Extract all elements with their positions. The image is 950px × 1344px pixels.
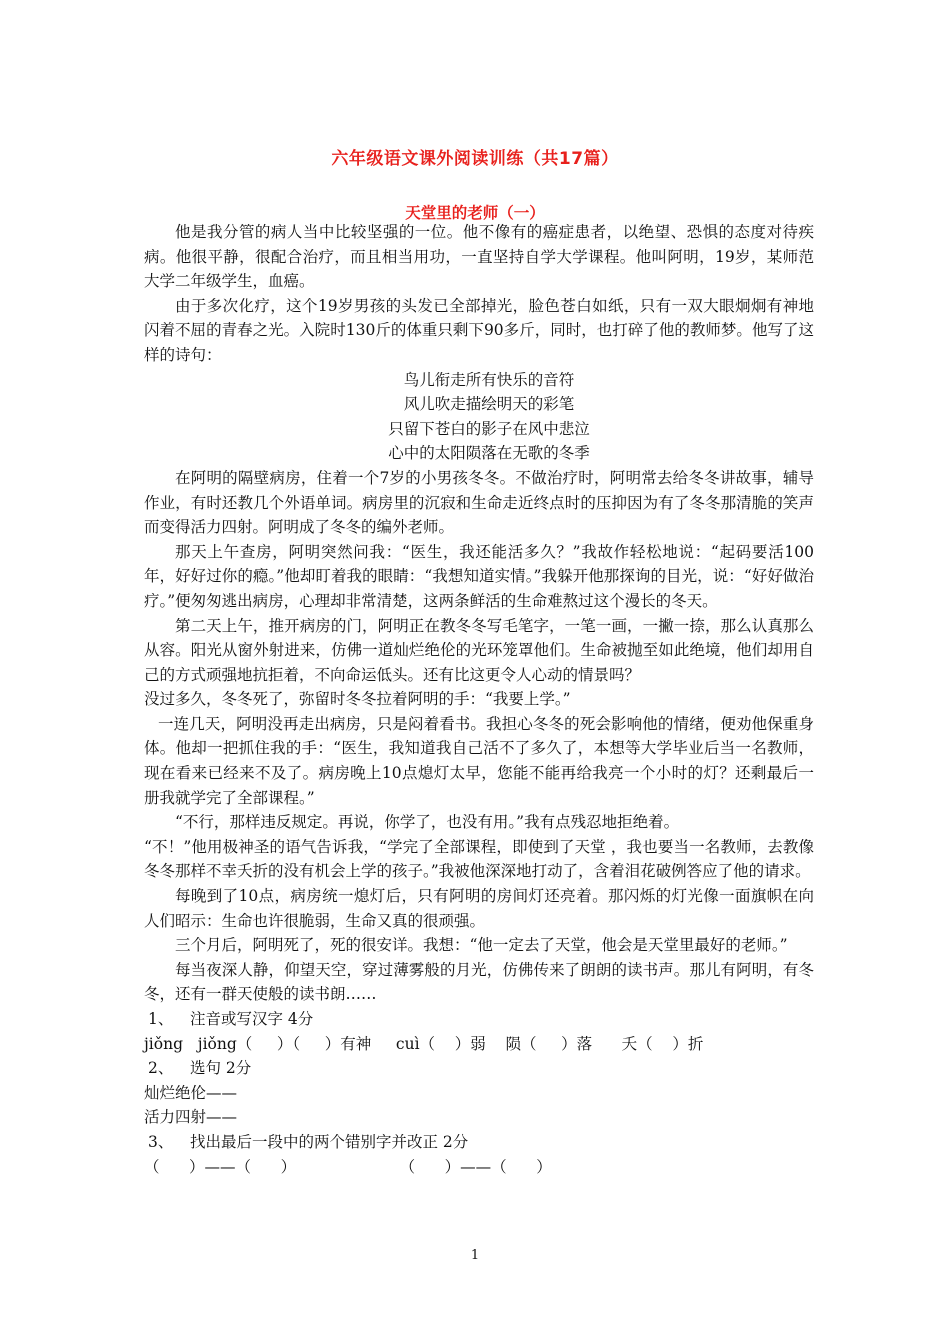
paragraph-2: 由于多次化疗，这个19岁男孩的头发已全部掉光，脸色苍白如纸，只有一双大眼炯炯有神地闪着不屈的青春之光。入院时130斤的体重只剩下90多斤，同时，也打碎了他的教师梦。他写了这样的诗句：	[144, 296, 814, 364]
question-2	[144, 1056, 814, 1081]
question-3-answer-line: （ ）——（ ） （ ）——（ ）	[144, 1157, 552, 1176]
question-3-number: 3、	[148, 1132, 174, 1151]
poem-line-1: 鸟儿衔走所有快乐的音符	[403, 370, 575, 389]
paragraph-9: “不！”他用极神圣的语气告诉我，“学完了全部课程，即使到了天堂 ，我也要当一名教师，去教像冬冬那样不幸夭折的没有机会上学的孩子。”我被他深深地打动了，含着泪花破例答应了他的请求。	[144, 837, 814, 881]
question-1-answer-line: jiǒng jiǒng（ ）（ ）有神 cuì（ ）弱 陨（ ）落 夭（ ）折	[144, 1034, 704, 1053]
question-1-text: 注音或写汉字 4分	[190, 1010, 314, 1028]
document-title: 六年级语文课外阅读训练（共17篇）	[331, 149, 619, 169]
poem-line-3: 只留下苍白的影子在风中悲泣	[388, 419, 590, 438]
poem-line-2: 风儿吹走描绘明天的彩笔	[403, 395, 575, 414]
paragraph-12: 每当夜深人静，仰望天空，穿过薄雾般的月光，仿佛传来了朗朗的读书声。那儿有阿明，有冬冬，还有一群天使般的读书朗……	[144, 960, 814, 1004]
question-2-text: 选句 2分	[190, 1059, 252, 1078]
question-3	[144, 1130, 814, 1155]
paragraph-3: 在阿明的隔壁病房，住着一个7岁的小男孩冬冬。不做治疗时，阿明常去给冬冬讲故事，辅导作业，有时还教几个外语单词。病房里的沉寂和生命走近终点时的压抑因为有了冬冬那清脆的笑声而变得活力四射。阿明成了冬冬的编外老师。	[144, 468, 814, 537]
story-body	[144, 220, 814, 1179]
paragraph-10: 每晚到了10点，病房统一熄灯后，只有阿明的房间灯还亮着。那闪烁的灯光像一面旗帜在向人们昭示：生命也许很脆弱，生命又真的很顽强。	[144, 887, 814, 930]
paragraph-5: 第二天上午，推开病房的门，阿明正在教冬冬写毛笔字，一笔一画，一撇一捺，那么认真那么从容。阳光从窗外射进来，仿佛一道灿烂绝伦的光环笼罩他们。生命被抛至如此绝境，他们却用自己的方式顽强地抗拒着，不向命运低头。还有比这更令人心动的情景吗？	[144, 616, 814, 684]
page-number: 1	[470, 1248, 480, 1263]
question-1-number: 1、	[148, 1010, 174, 1028]
story-title: 天堂里的老师（一）	[405, 204, 545, 222]
question-2-number: 2、	[148, 1059, 174, 1078]
paragraph-6: 没过多久，冬冬死了，弥留时冬冬拉着阿明的手：“我要上学。”	[144, 690, 571, 709]
paragraph-7: 一连几天，阿明没再走出病房，只是闷着看书。我担心冬冬的死会影响他的情绪，便劝他保重身体。他却一把抓住我的手：“医生，我知道我自己活不了多久了，本想等大学毕业后当一名教师，现在看来已经来不及了。病房晚上10点熄灯太早，您能不能再给我亮一个小时的灯？还剩最后一册我就学完了全部课程。”	[144, 714, 814, 807]
question-2-item-b: 活力四射——	[144, 1108, 238, 1127]
paragraph-8: “不行，那样违反规定。再说，你学了，也没有用。”我有点残忍地拒绝着。	[175, 813, 680, 832]
question-1	[144, 1007, 814, 1032]
poem-line-4: 心中的太阳陨落在无歌的冬季	[388, 444, 590, 463]
question-3-text: 找出最后一段中的两个错别字并改正 2分	[190, 1132, 469, 1151]
paragraph-4: 那天上午查房，阿明突然问我：“医生，我还能活多久？”我故作轻松地说：“起码要活100年，好好过你的瘾。”他却盯着我的眼睛：“我想知道实情。”我躲开他那探询的目光，说：“好好做治疗。”便匆匆逃出病房，心理却非常清楚，这两条鲜活的生命难熬过这个漫长的冬天。	[144, 542, 814, 610]
paragraph-11: 三个月后，阿明死了，死的很安详。我想：“他一定去了天堂，他会是天堂里最好的老师。”	[175, 936, 788, 955]
paragraph-1: 他是我分管的病人当中比较坚强的一位。他不像有的癌症患者，以绝望、恐惧的态度对待疾病。他很平静，很配合治疗，而且相当用功，一直坚持自学大学课程。他叫阿明，19岁，某师范大学二年级学生，血癌。	[144, 223, 814, 291]
question-2-item-a: 灿烂绝伦——	[144, 1083, 238, 1102]
